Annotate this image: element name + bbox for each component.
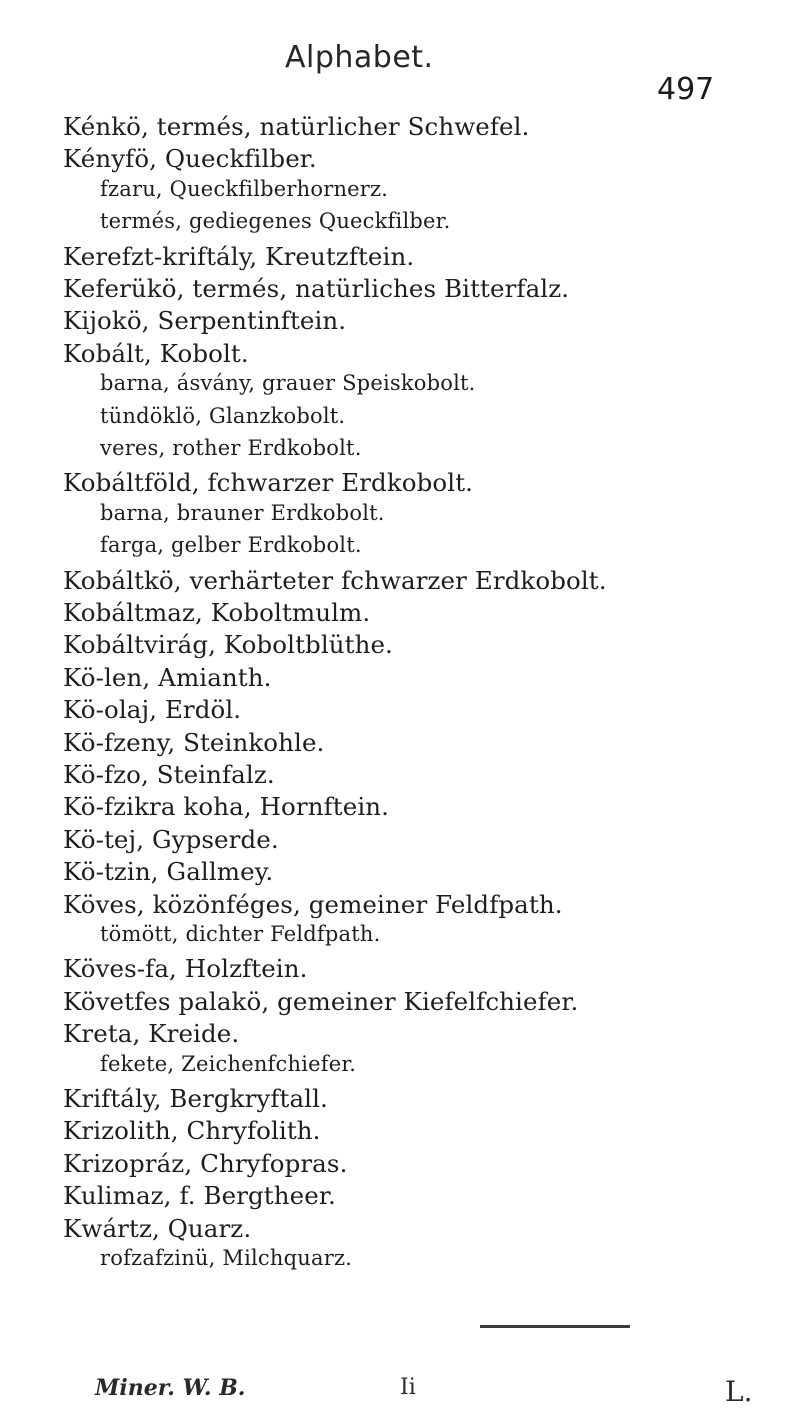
sub-entry: barna, brauner Erdkobolt.	[100, 500, 385, 525]
entry-line: Krizolith, Chryfolith.	[63, 1116, 321, 1146]
entry-line: Kényfö, Queckfilber.	[63, 144, 317, 174]
entry-line: Kobáltvirág, Koboltblüthe.	[63, 630, 393, 660]
entry-line: Kö-len, Amianth.	[63, 662, 272, 692]
page-header-title: Alphabet.	[285, 40, 434, 75]
entry-line: Kö-fzikra koha, Hornftein.	[63, 792, 390, 822]
entry-line: Kerefzt-kriftály, Kreutzftein.	[63, 241, 415, 271]
sub-entry: veres, rother Erdkobolt.	[100, 436, 362, 460]
entry-line: Köves, közönféges, gemeiner Feldfpath.	[63, 889, 563, 919]
printer-signature: Miner. W. B.	[95, 1375, 246, 1401]
entry-line: Kijokö, Serpentinftein.	[63, 306, 347, 336]
sub-entry: tömött, dichter Feldfpath.	[100, 922, 381, 946]
entry-line: Kulimaz, f. Bergtheer.	[63, 1181, 336, 1211]
entry-line: Kö-tej, Gypserde.	[63, 824, 279, 854]
entry-line: Kobált, Kobolt.	[63, 338, 249, 368]
entry-line: Kwártz, Quarz.	[63, 1213, 252, 1243]
entry-line: Követfes palakö, gemeiner Kiefelfchiefer.	[63, 986, 579, 1016]
entry-line: Kobáltmaz, Koboltmulm.	[63, 598, 371, 627]
sub-entry: rofzafzinü, Milchquarz.	[100, 1246, 353, 1270]
entry-line: Köves-fa, Holzftein.	[63, 954, 308, 984]
entry-line: Kénkö, termés, natürlicher Schwefel.	[63, 112, 530, 141]
sheet-mark: Ii	[400, 1375, 416, 1400]
entry-line: Kö-fzeny, Steinkohle.	[63, 727, 325, 757]
sub-entry: fekete, Zeichenfchiefer.	[100, 1051, 357, 1076]
entry-line: Kreta, Kreide.	[63, 1019, 240, 1049]
entry-line: Kö-tzin, Gallmey.	[63, 857, 274, 887]
page-number: 497	[657, 72, 715, 107]
entry-line: Kö-fzo, Steinfalz.	[63, 760, 275, 789]
sub-entry: tündöklö, Glanzkobolt.	[100, 403, 346, 428]
entry-line: Kobáltkö, verhärteter fchwarzer Erdkobolt.	[63, 565, 607, 595]
divider-rule	[480, 1325, 630, 1328]
catchword: L.	[725, 1375, 753, 1408]
sub-entry: fzaru, Queckfilberhornerz.	[100, 176, 389, 201]
sub-entry: termés, gediegenes Queckfilber.	[100, 209, 451, 234]
entry-line: Kobáltföld, fchwarzer Erdkobolt.	[63, 468, 474, 498]
sub-entry: barna, ásvány, grauer Speiskobolt.	[100, 371, 476, 396]
entry-line: Krizopráz, Chryfopras.	[63, 1148, 348, 1178]
entry-line: Keferükö, termés, natürliches Bitterfalz.	[63, 274, 570, 303]
entry-line: Kö-olaj, Erdöl.	[63, 695, 242, 725]
sub-entry: farga, gelber Erdkobolt.	[100, 533, 362, 558]
entry-line: Kriftály, Bergkryftall.	[63, 1084, 328, 1113]
